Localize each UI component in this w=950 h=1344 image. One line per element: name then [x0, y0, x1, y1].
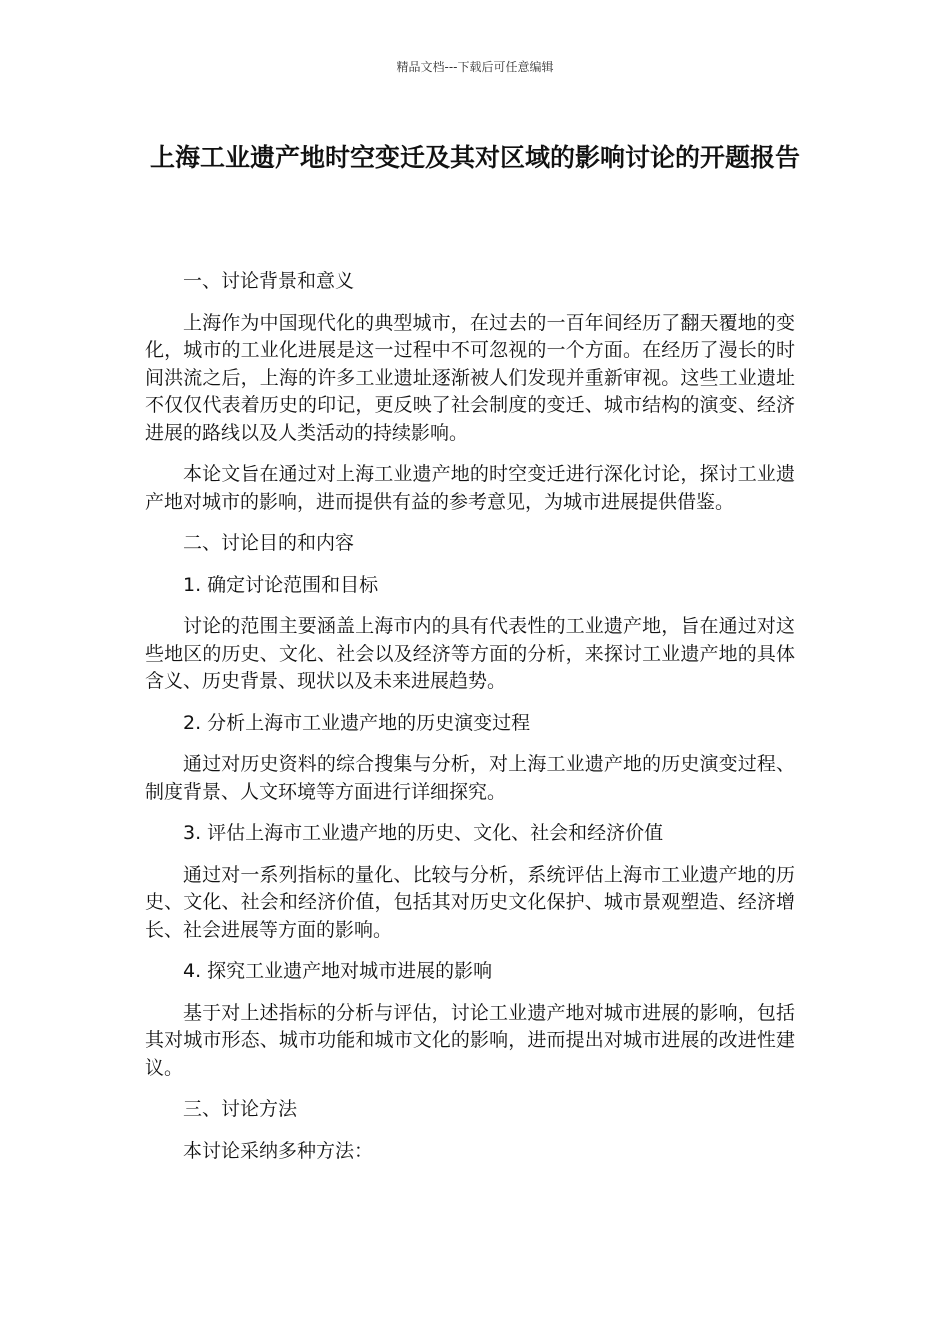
- paragraph-history: 通过对历史资料的综合搜集与分析，对上海工业遗产地的历史演变过程、制度背景、人文环境等方面进行详细探究。: [145, 753, 795, 803]
- section-heading-goals: 二、讨论目的和内容: [183, 532, 355, 554]
- header-note: 精品文档---下载后可任意编辑: [396, 60, 554, 74]
- document-body: [145, 268, 795, 1179]
- subheading-value: 3. 评估上海市工业遗产地的历史、文化、社会和经济价值: [183, 822, 664, 844]
- paragraph-background-2: 本论文旨在通过对上海工业遗产地的时空变迁进行深化讨论，探讨工业遗产地对城市的影响，进而提供有益的参考意见，为城市进展提供借鉴。: [145, 463, 795, 513]
- paragraph-methods: 本讨论采纳多种方法：: [183, 1139, 374, 1162]
- paragraph-background-1: 上海作为中国现代化的典型城市，在过去的一百年间经历了翻天覆地的变化，城市的工业化进展是这一过程中不可忽视的一个方面。在经历了漫长的时间洪流之后，上海的许多工业遗址逐渐被人们发现并重新审视。这些工业遗址不仅仅代表着历史的印记，更反映了社会制度的变迁、城市结构的演变、经济进展的路线以及人类活动的持续影响。: [145, 311, 795, 444]
- subheading-scope: 1. 确定讨论范围和目标: [183, 573, 379, 596]
- section-heading-methods: 三、讨论方法: [183, 1098, 298, 1120]
- paragraph-scope: 讨论的范围主要涵盖上海市内的具有代表性的工业遗产地，旨在通过对这些地区的历史、文化、社会以及经济等方面的分析，来探讨工业遗产地的具体含义、历史背景、现状以及未来进展趋势。: [145, 615, 795, 692]
- subheading-history: 2. 分析上海市工业遗产地的历史演变过程: [183, 711, 531, 734]
- paragraph-impact: 基于对上述指标的分析与评估，讨论工业遗产地对城市进展的影响，包括其对城市形态、城市功能和城市文化的影响，进而提出对城市进展的改进性建议。: [145, 1001, 795, 1079]
- document-title: 上海工业遗产地时空变迁及其对区域的影响讨论的开题报告: [149, 143, 800, 172]
- paragraph-value: 通过对一系列指标的量化、比较与分析，系统评估上海市工业遗产地的历史、文化、社会和经济价值，包括其对历史文化保护、城市景观塑造、经济增长、社会进展等方面的影响。: [145, 863, 795, 941]
- section-heading-background: 一、讨论背景和意义: [183, 270, 355, 292]
- subheading-impact: 4. 探究工业遗产地对城市进展的影响: [183, 960, 493, 982]
